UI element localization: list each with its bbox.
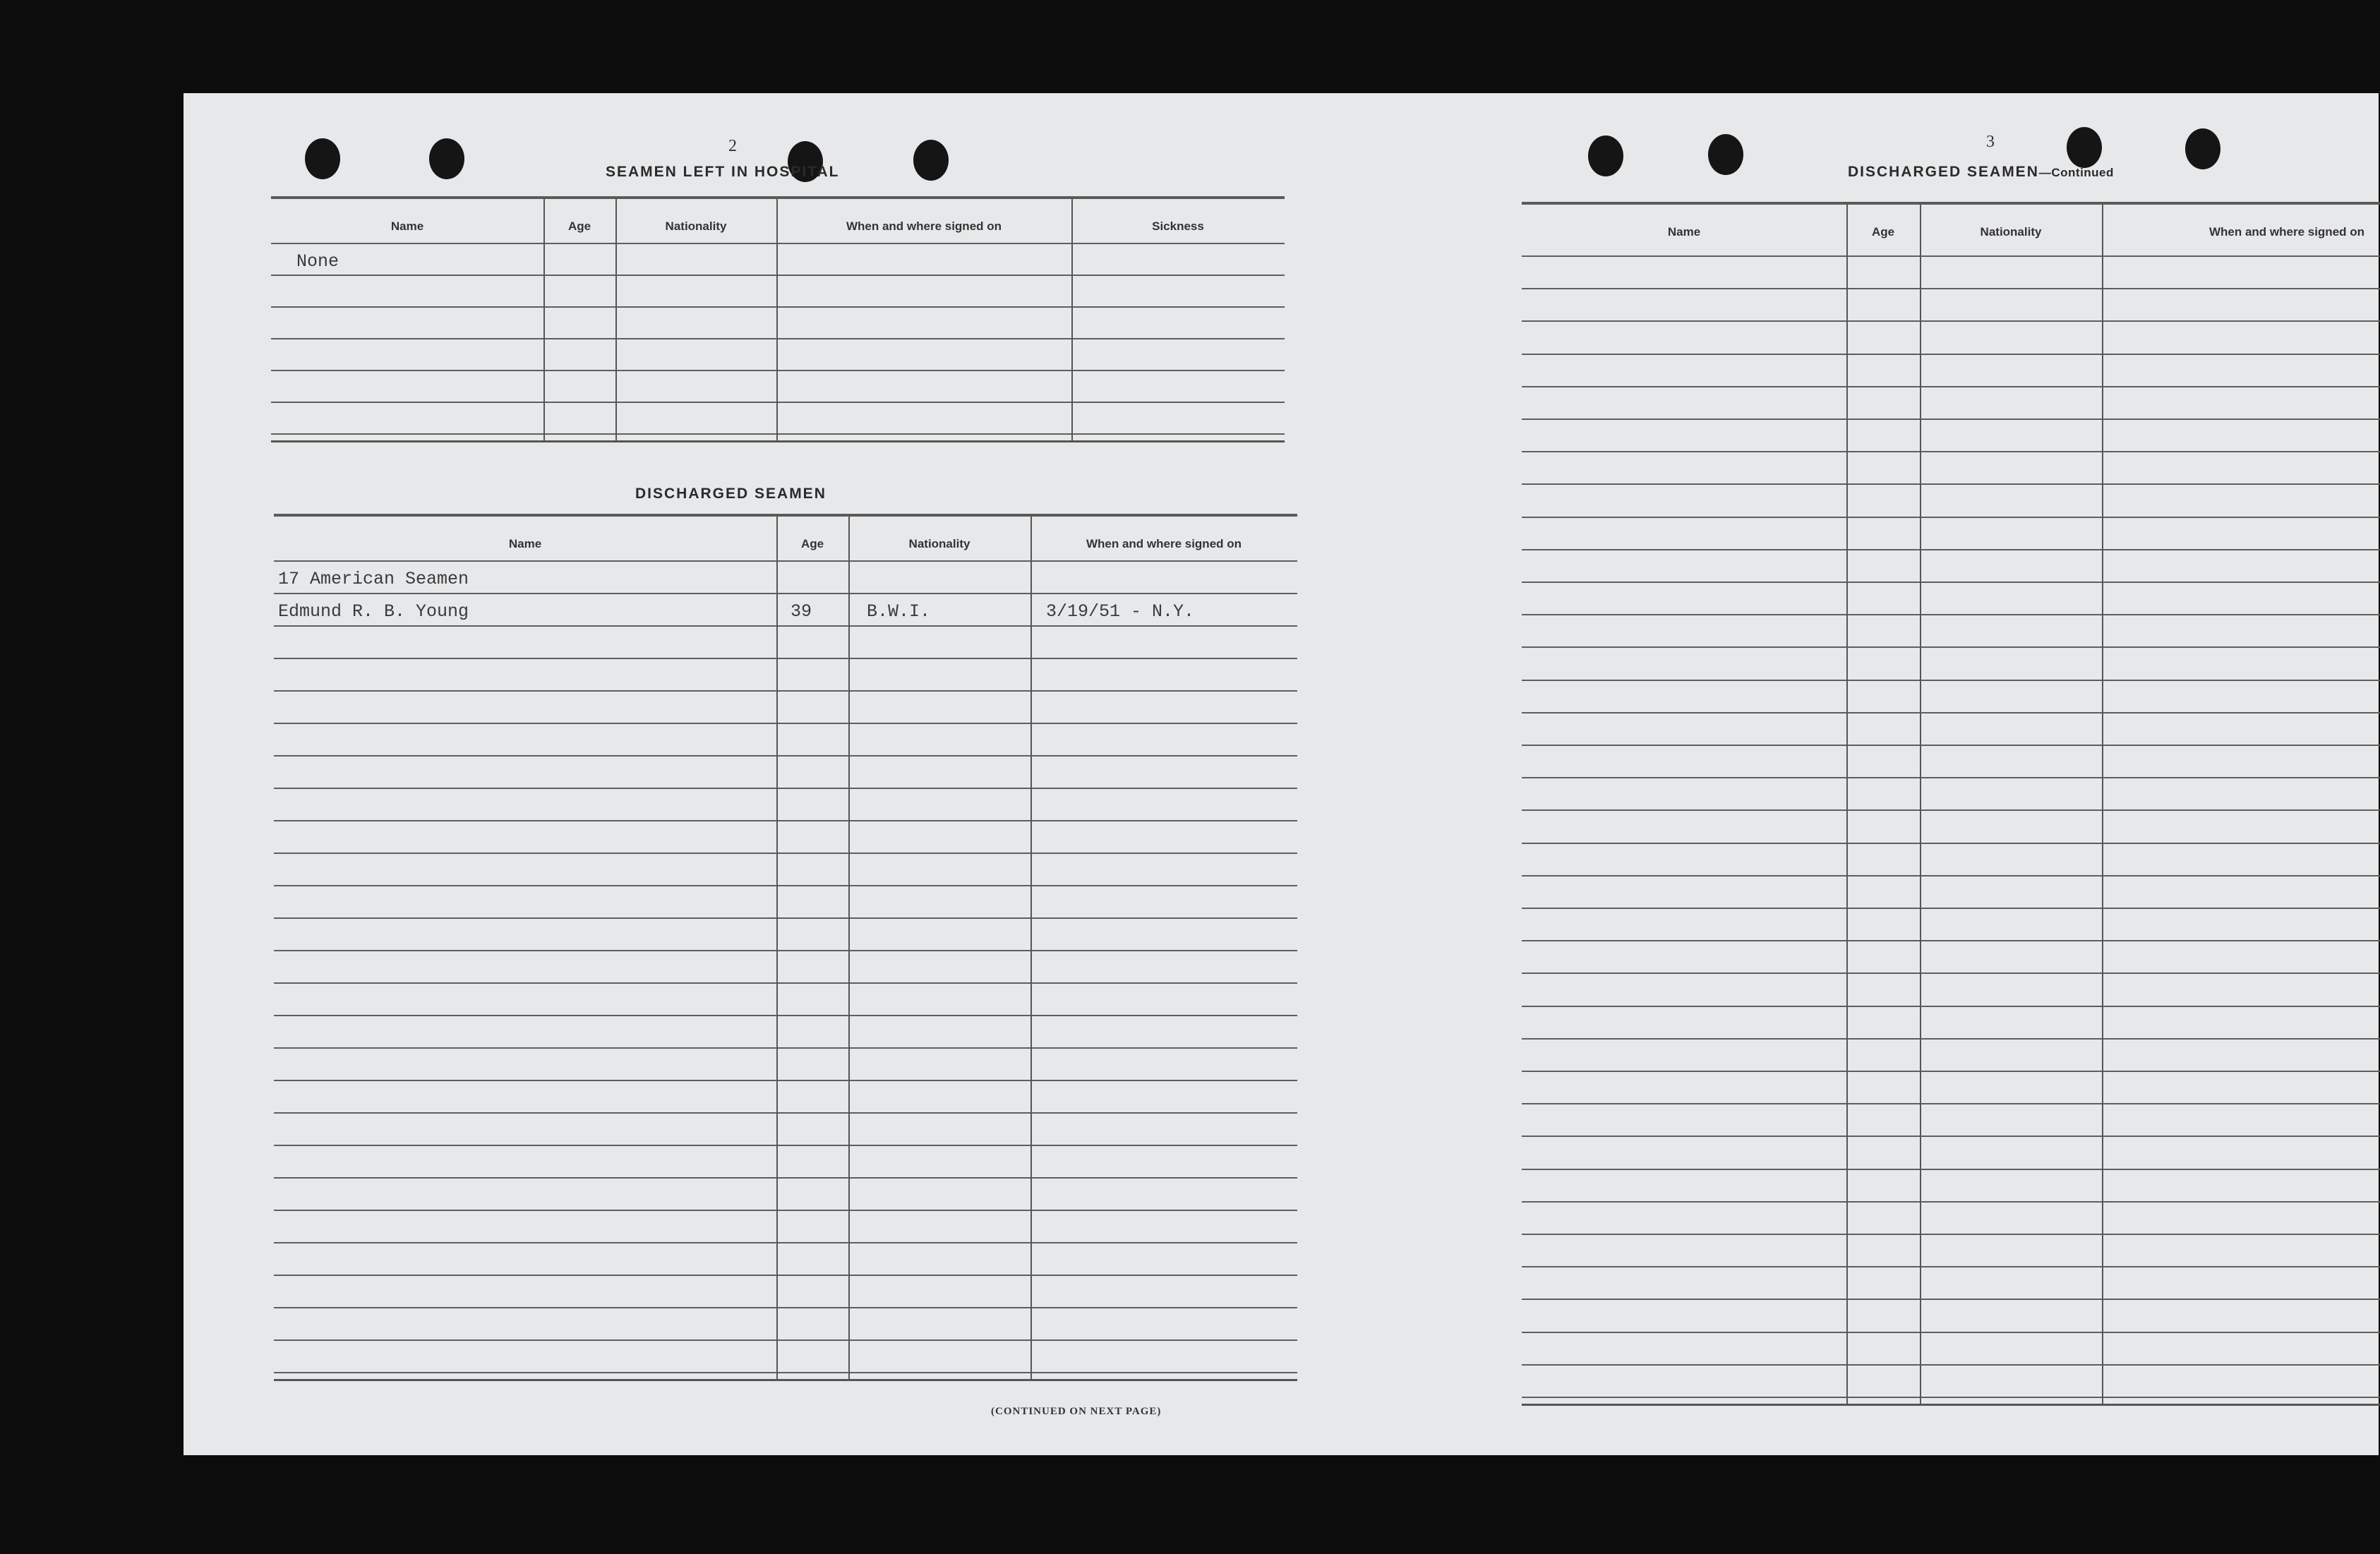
row-rule (1522, 875, 2380, 877)
row-rule (274, 1047, 1297, 1049)
row-rule (1522, 680, 2380, 681)
row-rule (1522, 712, 2380, 713)
column-header: Nationality (1980, 225, 2042, 239)
column-header: Name (390, 219, 424, 233)
row-rule (1522, 549, 2380, 550)
row-rule (1522, 582, 2380, 583)
row-rule (1522, 940, 2380, 941)
row-rule (274, 1275, 1297, 1276)
document-sheet (184, 93, 2379, 1455)
row-rule (274, 982, 1297, 984)
row-rule (1522, 843, 2380, 844)
row-rule (271, 306, 1285, 308)
discharged-table (274, 514, 1297, 1361)
column-rule (848, 517, 850, 1380)
page-number: 2 (728, 137, 737, 155)
hospital-section-title: SEAMEN LEFT IN HOSPITAL (606, 164, 840, 180)
continued-title-main: DISCHARGED SEAMEN (1848, 164, 2039, 180)
row-rule (274, 917, 1297, 919)
row-rule (271, 402, 1285, 403)
row-rule (1522, 1201, 2380, 1203)
row-rule (1522, 288, 2380, 289)
row-rule (1522, 1103, 2380, 1104)
row-rule (1522, 614, 2380, 615)
row-rule (274, 1372, 1297, 1373)
row-rule (274, 593, 1297, 594)
left-page (184, 93, 1285, 1455)
row-rule (1522, 908, 2380, 909)
continued-section-title (1848, 164, 2114, 181)
row-rule (274, 788, 1297, 789)
table-bottom-rule (1522, 1404, 2380, 1406)
row-rule (274, 1339, 1297, 1341)
row-rule (1522, 1006, 2380, 1007)
table-cell-age: 39 (791, 601, 812, 622)
column-header: Nationality (908, 537, 970, 550)
row-rule (274, 820, 1297, 821)
row-rule (274, 1112, 1297, 1114)
right-page (1285, 93, 2379, 1455)
column-header: Sickness (1152, 219, 1204, 233)
column-rule (1071, 199, 1073, 442)
table-cell-name: None (296, 251, 339, 272)
row-rule (1522, 320, 2380, 322)
header-rule (271, 243, 1285, 244)
column-header: Age (567, 219, 591, 233)
column-header: Name (1667, 225, 1701, 239)
header-rule (1522, 255, 2380, 257)
row-rule (274, 658, 1297, 659)
table-bottom-rule (274, 1379, 1297, 1381)
column-rule (615, 199, 617, 442)
row-rule (1522, 646, 2380, 648)
row-rule (1522, 386, 2380, 387)
row-rule (1522, 1364, 2380, 1366)
row-rule (274, 1242, 1297, 1243)
table-bottom-rule (271, 440, 1285, 442)
table-cell-name: 17 American Seamen (278, 569, 469, 589)
table-cell-name: Edmund R. B. Young (278, 601, 469, 622)
row-rule (274, 950, 1297, 951)
row-rule (274, 755, 1297, 757)
row-rule (274, 1015, 1297, 1016)
row-rule (1522, 1234, 2380, 1235)
row-rule (1522, 1266, 2380, 1267)
column-rule (2102, 205, 2103, 1405)
page-number: 3 (1986, 133, 1995, 151)
column-rule (776, 199, 778, 442)
row-rule (1522, 451, 2380, 452)
row-rule (1522, 809, 2380, 811)
column-rule (543, 199, 545, 442)
row-rule (274, 853, 1297, 854)
table-cell-signed: 3/19/51 - N.Y. (1046, 601, 1195, 622)
row-rule (1522, 972, 2380, 974)
row-rule (1522, 517, 2380, 518)
column-header: Age (1871, 225, 1895, 239)
table-cell-nationality: B.W.I. (867, 601, 931, 622)
column-header: When and where signed on (2208, 225, 2365, 239)
row-rule (274, 625, 1297, 627)
row-rule (271, 338, 1285, 339)
column-rule (1920, 205, 1921, 1405)
row-rule (1522, 777, 2380, 778)
hospital-table (271, 196, 1285, 563)
column-rule (1030, 517, 1032, 1380)
continued-footer: (CONTINUED ON NEXT PAGE) (991, 1406, 1162, 1417)
row-rule (1522, 1038, 2380, 1040)
column-header: Name (508, 537, 542, 550)
row-rule (1522, 745, 2380, 746)
row-rule (274, 690, 1297, 692)
row-rule (274, 1080, 1297, 1081)
row-rule (1522, 1332, 2380, 1333)
row-rule (274, 885, 1297, 886)
row-rule (1522, 1169, 2380, 1170)
row-rule (271, 275, 1285, 276)
row-rule (274, 1210, 1297, 1211)
discharged-section-title: DISCHARGED SEAMEN (635, 486, 827, 502)
row-rule (1522, 354, 2380, 355)
row-rule (271, 370, 1285, 371)
column-header: Nationality (665, 219, 727, 233)
column-header: When and where signed on (846, 219, 1002, 233)
row-rule (274, 1177, 1297, 1179)
row-rule (274, 1145, 1297, 1146)
row-rule (1522, 1397, 2380, 1398)
column-rule (1846, 205, 1848, 1405)
column-header: When and where signed on (1086, 537, 1242, 550)
continued-table (1522, 202, 2380, 1409)
row-rule (1522, 1299, 2380, 1300)
row-rule (1522, 1071, 2380, 1072)
row-rule (1522, 418, 2380, 420)
column-rule (776, 517, 778, 1380)
row-rule (1522, 483, 2380, 485)
row-rule (274, 723, 1297, 724)
column-header: Age (800, 537, 824, 550)
row-rule (274, 1307, 1297, 1308)
row-rule (1522, 1136, 2380, 1137)
continued-title-suffix: —Continued (2038, 166, 2114, 179)
header-rule (274, 560, 1297, 562)
row-rule (271, 433, 1285, 435)
